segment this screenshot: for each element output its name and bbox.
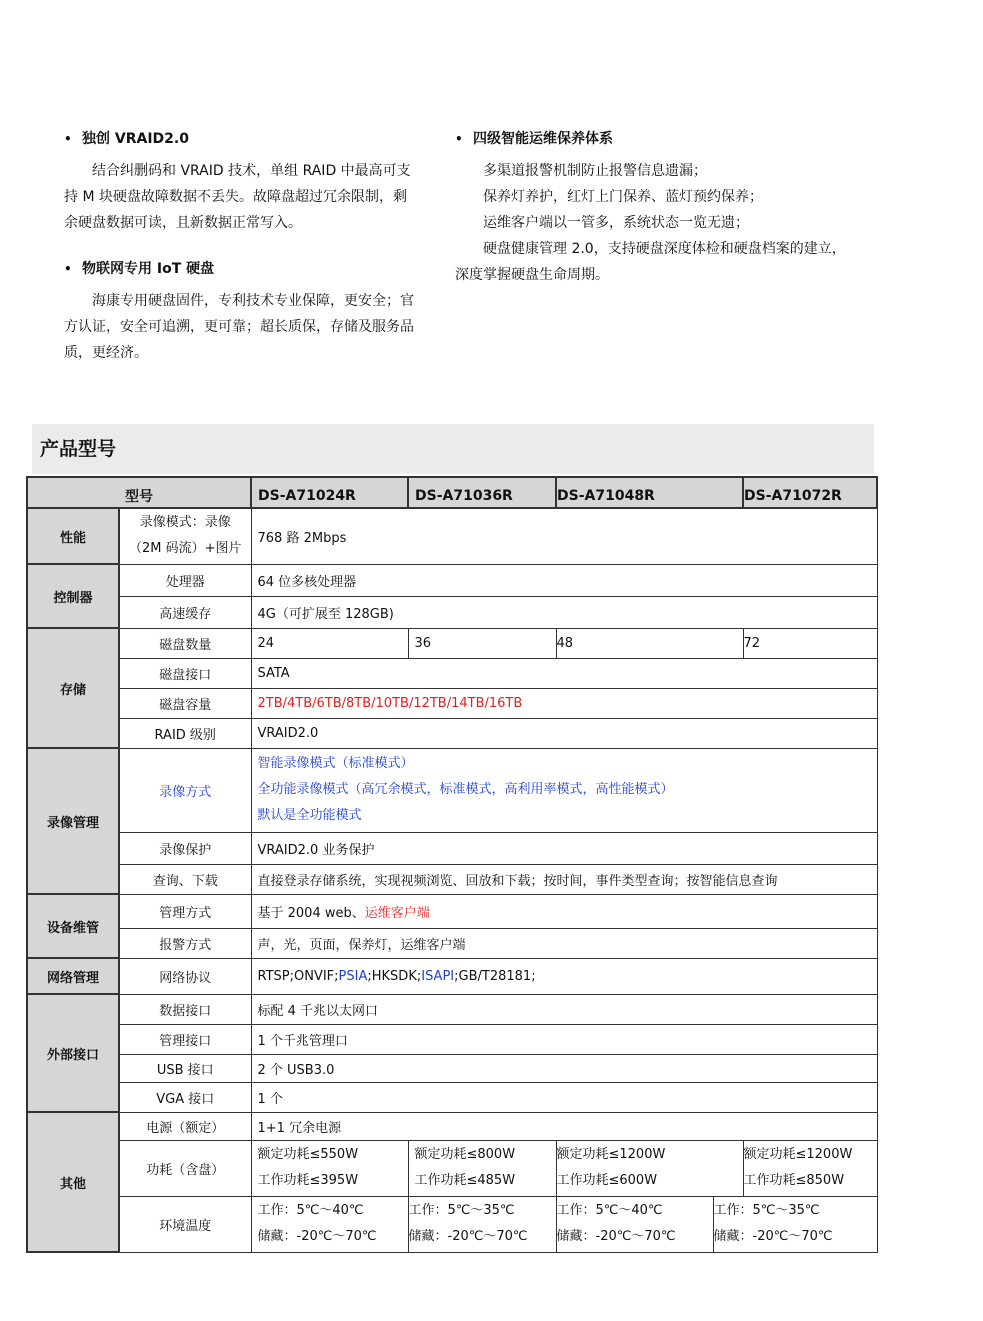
feature-title: • 四级智能运维保养体系: [455, 126, 875, 152]
param-value: 768 路 2Mbps: [251, 508, 877, 564]
table-row: [27, 1024, 877, 1054]
bullet-icon: •: [64, 132, 72, 146]
feature-iot: [64, 256, 438, 366]
param-value: SATA: [251, 658, 877, 688]
param-value: 声，光，页面，保养灯，运维客户端: [251, 928, 877, 958]
category-cell: 其他: [27, 1112, 119, 1252]
param-value: 工作：5℃～40℃ 储藏：-20℃～70℃: [251, 1196, 408, 1252]
category-cell: 网络管理: [27, 958, 119, 994]
category-cell: 设备维管: [27, 894, 119, 958]
param-value: 36: [408, 628, 556, 658]
param-label: 电源（额定）: [119, 1112, 251, 1140]
param-label: RAID 级别: [119, 718, 251, 748]
table-row: [27, 508, 877, 564]
header-model-label: 型号: [27, 477, 251, 508]
param-label: 录像模式：录像 （2M 码流）+图片: [119, 508, 251, 564]
bullet-icon: •: [64, 262, 72, 276]
param-value: 4G（可扩展至 128GB): [251, 596, 877, 628]
table-row: [27, 477, 877, 508]
param-value: VRAID2.0 业务保护: [251, 832, 877, 864]
spec-table: [26, 476, 878, 1253]
param-label: 管理方式: [119, 894, 251, 928]
param-label: 环境温度: [119, 1196, 251, 1252]
table-row: [27, 658, 877, 688]
feature-text: 硬盘健康管理 2.0，支持硬盘深度体检和硬盘档案的建立，: [483, 241, 846, 257]
param-value: 72: [743, 628, 877, 658]
feature-text: 余硬盘数据可读，且新数据正常写入。: [64, 215, 302, 231]
category-cell: 录像管理: [27, 748, 119, 894]
param-label: 录像方式: [119, 748, 251, 832]
feature-text: 深度掌握硬盘生命周期。: [455, 267, 609, 283]
param-value: 2 个 USB3.0: [251, 1054, 877, 1082]
table-row: [27, 1112, 877, 1140]
param-value: 基于 2004 web、运维客户端: [251, 894, 877, 928]
param-value: 额定功耗≤1200W 工作功耗≤600W: [556, 1140, 743, 1196]
feature-ops: [455, 126, 875, 288]
param-value: 1+1 冗余电源: [251, 1112, 877, 1140]
bullet-icon: •: [455, 132, 463, 146]
param-value: 48: [556, 628, 743, 658]
category-cell: 外部接口: [27, 994, 119, 1112]
feature-text: 持 M 块硬盘故障数据不丢失。故障盘超过冗余限制，剩: [64, 189, 407, 205]
table-row: [27, 894, 877, 928]
category-cell: 存储: [27, 628, 119, 748]
table-row: [27, 596, 877, 628]
feature-text: 方认证，安全可追溯，更可靠；超长质保，存储及服务品: [64, 319, 414, 335]
table-row: [27, 748, 877, 832]
param-value: 工作：5℃～35℃ 储藏：-20℃～70℃: [713, 1196, 877, 1252]
feature-title: • 物联网专用 IoT 硬盘: [64, 256, 438, 282]
table-row: [27, 994, 877, 1024]
param-label: 磁盘接口: [119, 658, 251, 688]
table-row: [27, 718, 877, 748]
table-row: [27, 688, 877, 718]
param-label: 报警方式: [119, 928, 251, 958]
param-label: 磁盘数量: [119, 628, 251, 658]
header-model: DS-A71048R: [556, 477, 743, 508]
param-label: 网络协议: [119, 958, 251, 994]
param-label: 功耗（含盘）: [119, 1140, 251, 1196]
param-label: 处理器: [119, 564, 251, 596]
param-label: 录像保护: [119, 832, 251, 864]
param-value: 1 个千兆管理口: [251, 1024, 877, 1054]
param-value: VRAID2.0: [251, 718, 877, 748]
param-label: 管理接口: [119, 1024, 251, 1054]
section-title: 产品型号: [32, 424, 874, 474]
param-value: 直接登录存储系统，实现视频浏览、回放和下载；按时间，事件类型查询；按智能信息查询: [251, 864, 877, 894]
category-cell: 控制器: [27, 564, 119, 628]
category-cell: 性能: [27, 508, 119, 564]
param-value: 2TB/4TB/6TB/8TB/10TB/12TB/14TB/16TB: [251, 688, 877, 718]
table-row: [27, 958, 877, 994]
feature-text: 多渠道报警机制防止报警信息遗漏；: [483, 163, 707, 179]
feature-text: 运维客户端以一管多，系统状态一览无遗；: [483, 215, 749, 231]
table-row: [27, 1140, 877, 1196]
param-label: 查询、下载: [119, 864, 251, 894]
header-model: DS-A71072R: [743, 477, 877, 508]
param-value: 额定功耗≤550W 工作功耗≤395W: [251, 1140, 408, 1196]
param-value: 额定功耗≤800W 工作功耗≤485W: [408, 1140, 556, 1196]
table-row: [27, 564, 877, 596]
table-row: [27, 1082, 877, 1112]
param-value: 额定功耗≤1200W 工作功耗≤850W: [743, 1140, 877, 1196]
table-row: [27, 832, 877, 864]
param-value: 智能录像模式（标准模式） 全功能录像模式（高冗余模式，标准模式，高利用率模式，高性能模式） 默认是全功能模式: [251, 748, 877, 832]
feature-text: 保养灯养护，红灯上门保养、蓝灯预约保养；: [483, 189, 763, 205]
param-value: 64 位多核处理器: [251, 564, 877, 596]
param-value: 标配 4 千兆以太网口: [251, 994, 877, 1024]
feature-text: 质，更经济。: [64, 345, 148, 361]
param-value: 1 个: [251, 1082, 877, 1112]
table-row: [27, 628, 877, 658]
param-value: 工作：5℃～35℃ 储藏：-20℃～70℃: [408, 1196, 556, 1252]
header-model: DS-A71036R: [408, 477, 556, 508]
table-row: [27, 864, 877, 894]
param-label: 数据接口: [119, 994, 251, 1024]
feature-title: • 独创 VRAID2.0: [64, 126, 438, 152]
table-row: [27, 1196, 877, 1252]
param-label: 磁盘容量: [119, 688, 251, 718]
param-value: 24: [251, 628, 408, 658]
param-label: 高速缓存: [119, 596, 251, 628]
table-row: [27, 928, 877, 958]
param-label: VGA 接口: [119, 1082, 251, 1112]
table-row: [27, 1054, 877, 1082]
param-label: USB 接口: [119, 1054, 251, 1082]
param-value: 工作：5℃～40℃ 储藏：-20℃～70℃: [556, 1196, 713, 1252]
feature-text: 结合纠删码和 VRAID 技术，单组 RAID 中最高可支: [92, 163, 411, 179]
param-value: RTSP;ONVIF;PSIA;HKSDK;ISAPI;GB/T28181;: [251, 958, 877, 994]
feature-text: 海康专用硬盘固件，专利技术专业保障，更安全；官: [92, 293, 414, 309]
header-model: DS-A71024R: [251, 477, 408, 508]
feature-vraid: [64, 126, 438, 236]
